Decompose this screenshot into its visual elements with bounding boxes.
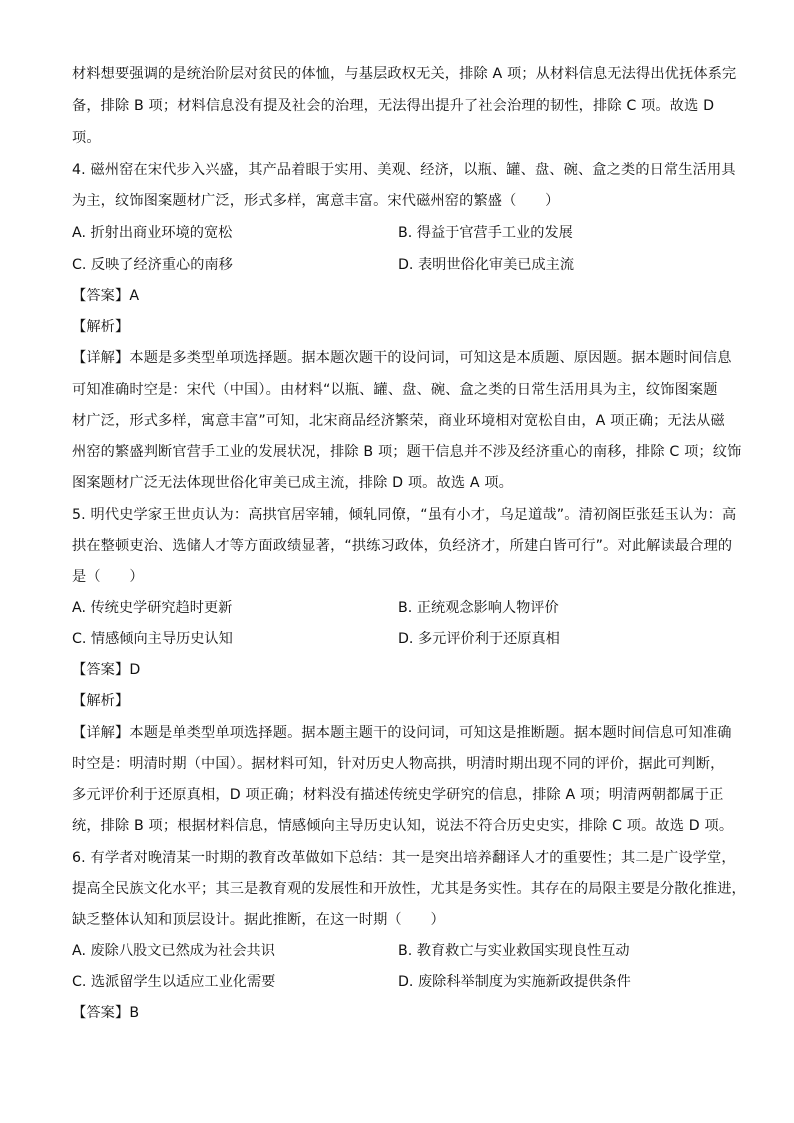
- q5-stem-line-1: 5. 明代史学家王世贞认为：高拱官居宰辅，倾轧同僚，“虽有小才，乌足道哉”。清初阁臣张廷玉认为：高: [72, 507, 737, 523]
- q6-option-d: D. 废除科举制度为实施新政提供条件: [398, 974, 631, 990]
- q5-option-d: D. 多元评价利于还原真相: [398, 631, 560, 647]
- q6-stem-line-3: 缺乏整体认知和顶层设计。据此推断，在这一时期（ ）: [72, 912, 445, 928]
- q4-detail-line-3: 材广泛，形式多样，寓意丰富”可知，北宋商品经济繁荣，商业环境相对宽松自由，A 项正确；无法从磁: [72, 413, 725, 429]
- q4-option-b: B. 得益于官营手工业的发展: [398, 225, 573, 241]
- q4-detail-line-2: 可知准确时空是：宋代（中国）。由材料“以瓶、罐、盘、碗、盒之类的日常生活用具为主，纹饰图案题: [72, 382, 718, 398]
- prev-analysis-line-1: 材料想要强调的是统治阶层对贫民的体恤，与基层政权无关，排除 A 项；从材料信息无法得出优抚体系完: [72, 66, 737, 82]
- q4-option-d: D. 表明世俗化审美已成主流: [398, 257, 575, 273]
- q5-analysis-heading: 【解析】: [72, 693, 130, 709]
- q5-stem-line-2: 拱在整顿吏治、选储人才等方面政绩显著，“拱练习政体，负经济才，所建白皆可行”。对此解读最合理的: [72, 538, 733, 554]
- q5-answer: 【答案】D: [72, 662, 141, 678]
- q5-stem-line-3: 是（ ）: [72, 569, 144, 585]
- q6-stem-line-1: 6. 有学者对晚清某一时期的教育改革做如下总结：其一是突出培养翻译人才的重要性；其二是广设学堂，: [72, 850, 736, 866]
- q6-option-c: C. 选派留学生以适应工业化需要: [72, 974, 276, 990]
- prev-analysis-line-2: 备，排除 B 项；材料信息没有提及社会的治理，无法得出提升了社会治理的韧性，排除 C 项。故选 D: [72, 98, 715, 114]
- q4-answer: 【答案】A: [72, 288, 140, 304]
- q5-detail-line-2: 时空是：明清时期（中国）。据材料可知，针对历史人物高拱，明清时期出现不同的评价，据此可判断，: [72, 756, 725, 772]
- q4-stem-line-1: 4. 磁州窑在宋代步入兴盛，其产品着眼于实用、美观、经济，以瓶、罐、盘、碗、盒之类的日常生活用具: [72, 162, 736, 178]
- prev-analysis-line-3: 项。: [72, 130, 101, 146]
- q5-detail-line-1: 【详解】本题是单类型单项选择题。据本题主题干的设问词，可知这是推断题。据本题时间信息可知准确: [72, 725, 732, 741]
- q4-analysis-heading: 【解析】: [72, 319, 130, 335]
- q6-option-b: B. 教育救亡与实业救国实现良性互动: [398, 943, 630, 959]
- q5-detail-line-3: 多元评价利于还原真相，D 项正确；材料没有描述传统史学研究的信息，排除 A 项；明清两朝都属于正: [72, 787, 724, 803]
- q5-detail-line-4: 统，排除 B 项；根据材料信息，情感倾向主导历史认知，说法不符合历史史实，排除 C 项。故选 D 项。: [72, 818, 734, 834]
- q4-detail-line-4: 州窑的繁盛判断官营手工业的发展状况，排除 B 项；题干信息并不涉及经济重心的南移，排除 C 项；纹饰: [72, 444, 742, 460]
- q6-option-a: A. 废除八股文已然成为社会共识: [72, 943, 275, 959]
- q4-stem-line-2: 为主，纹饰图案题材广泛，形式多样，寓意丰富。宋代磁州窑的繁盛（ ）: [72, 193, 560, 209]
- q5-option-a: A. 传统史学研究趋时更新: [72, 600, 233, 616]
- q4-detail-line-5: 图案题材广泛无法体现世俗化审美已成主流，排除 D 项。故选 A 项。: [72, 475, 514, 491]
- q4-detail-line-1: 【详解】本题是多类型单项选择题。据本题次题干的设问词，可知这是本质题、原因题。据本题时间信息: [72, 350, 732, 366]
- q6-answer: 【答案】B: [72, 1005, 140, 1021]
- q4-option-c: C. 反映了经济重心的南移: [72, 257, 233, 273]
- q5-option-b: B. 正统观念影响人物评价: [398, 600, 559, 616]
- q6-stem-line-2: 提高全民族文化水平；其三是教育观的发展性和开放性，尤其是务实性。其存在的局限主要是分散化推进，: [72, 881, 746, 897]
- q4-option-a: A. 折射出商业环境的宽松: [72, 225, 233, 241]
- q5-option-c: C. 情感倾向主导历史认知: [72, 631, 233, 647]
